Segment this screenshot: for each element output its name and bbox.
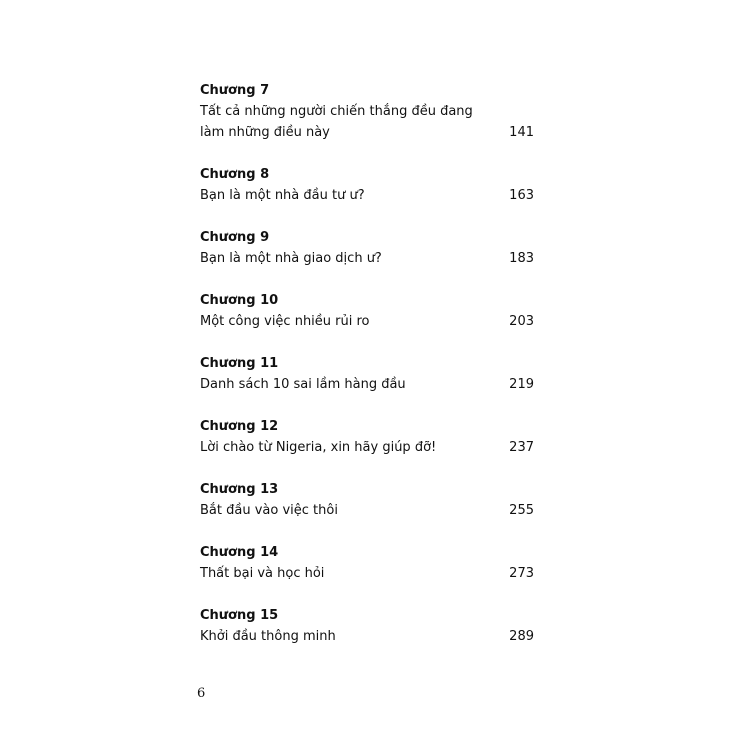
toc-title-row (200, 374, 534, 395)
chapter-page-number: 163 (509, 188, 534, 203)
chapter-label: Chương 10 (200, 293, 279, 308)
toc-entry-chapter-9 (200, 227, 534, 269)
chapter-page-number: 183 (509, 251, 534, 266)
chapter-label: Chương 8 (200, 167, 270, 182)
toc-entry-chapter-14 (200, 542, 534, 584)
toc-title-row (200, 185, 534, 206)
chapter-page-number: 273 (509, 566, 534, 581)
chapter-title: Tất cả những người chiến thắng đều đang làm những điều này (200, 104, 473, 140)
toc-title-row (200, 248, 534, 269)
chapter-title: Thất bại và học hỏi (200, 566, 325, 581)
chapter-label: Chương 13 (200, 482, 279, 497)
chapter-page-number: 203 (509, 314, 534, 329)
chapter-label: Chương 12 (200, 419, 279, 434)
toc-title-row (200, 101, 534, 143)
chapter-title: Danh sách 10 sai lầm hàng đầu (200, 377, 406, 392)
chapter-page-number: 289 (509, 629, 534, 644)
table-of-contents (200, 80, 534, 647)
chapter-label: Chương 7 (200, 83, 270, 98)
chapter-page-number: 141 (509, 125, 534, 140)
toc-entry-chapter-15 (200, 605, 534, 647)
toc-title-row (200, 563, 534, 584)
toc-entry-chapter-13 (200, 479, 534, 521)
chapter-page-number: 255 (509, 503, 534, 518)
chapter-label: Chương 15 (200, 608, 279, 623)
toc-entry-chapter-8 (200, 164, 534, 206)
page-number: 6 (197, 686, 206, 701)
chapter-title: Bạn là một nhà đầu tư ư? (200, 188, 365, 203)
toc-title-row (200, 437, 534, 458)
toc-entry-chapter-7 (200, 80, 534, 143)
chapter-page-number: 237 (509, 440, 534, 455)
chapter-title: Khởi đầu thông minh (200, 629, 336, 644)
chapter-page-number: 219 (509, 377, 534, 392)
chapter-title: Bạn là một nhà giao dịch ư? (200, 251, 382, 266)
chapter-label: Chương 9 (200, 230, 270, 245)
toc-entry-chapter-11 (200, 353, 534, 395)
toc-title-row (200, 626, 534, 647)
chapter-title: Bắt đầu vào việc thôi (200, 503, 338, 518)
toc-title-row (200, 311, 534, 332)
chapter-label: Chương 11 (200, 356, 279, 371)
toc-entry-chapter-12 (200, 416, 534, 458)
chapter-label: Chương 14 (200, 545, 279, 560)
chapter-title: Một công việc nhiều rủi ro (200, 314, 370, 329)
chapter-title: Lời chào từ Nigeria, xin hãy giúp đỡ! (200, 440, 437, 455)
toc-entry-chapter-10 (200, 290, 534, 332)
toc-title-row (200, 500, 534, 521)
